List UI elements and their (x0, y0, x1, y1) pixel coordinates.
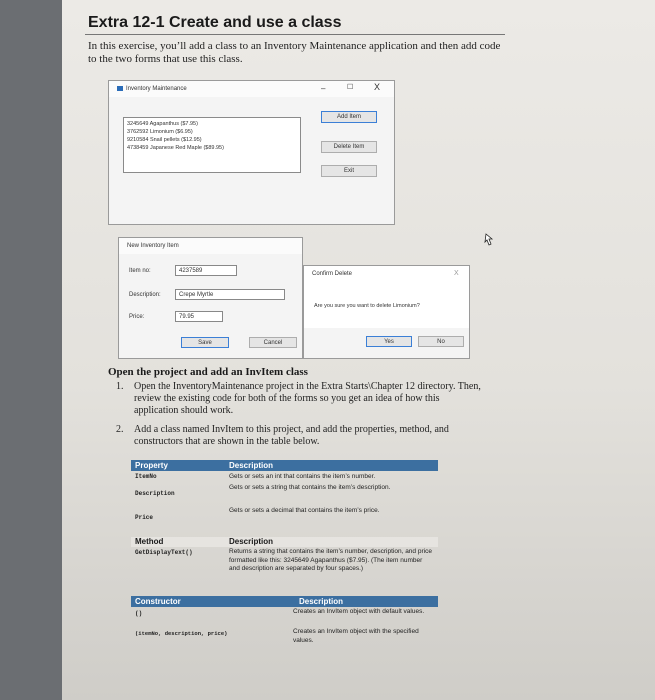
window-title: New Inventory Item (119, 238, 302, 254)
description-header: Description (229, 461, 274, 470)
cancel-button[interactable]: Cancel (249, 337, 297, 348)
maximize-button[interactable]: ☐ (347, 84, 354, 91)
intro-paragraph: In this exercise, you’ll add a class to an Inventory Maintenance application and then add code to the two forms that use this class. (88, 40, 501, 65)
dialog-close-button[interactable]: X (454, 270, 459, 277)
page-title: Extra 12-1 Create and use a class (88, 14, 342, 31)
yes-button[interactable]: Yes (366, 336, 412, 347)
delete-item-button[interactable]: Delete Item (321, 141, 377, 153)
item-no-input[interactable]: 4237589 (175, 265, 237, 276)
confirm-message: Are you sure you want to delete Limonium? (314, 303, 420, 309)
step-text: Add a class named InvItem to this project, and add the properties, method, and constructors that are shown in the table below. (134, 424, 449, 447)
mouse-cursor-icon (484, 233, 494, 247)
no-button[interactable]: No (418, 336, 464, 347)
method-header-row (131, 537, 438, 547)
step-number: 2. (116, 424, 124, 435)
step-text: Open the InventoryMaintenance project in the Extra Starts\Chapter 12 directory. Then, review the existing code for both of the forms so you get an idea of how this application should work. (134, 381, 481, 416)
constructor-description-header: Description (299, 597, 344, 606)
property-description: Gets or sets a decimal that contains the item’s price. (229, 507, 380, 514)
list-item[interactable]: 3762592 Limonium ($6.95) (127, 129, 193, 135)
method-description-header: Description (229, 537, 274, 546)
add-item-button[interactable]: Add Item (321, 111, 377, 123)
save-button[interactable]: Save (181, 337, 229, 348)
property-header: Property (135, 461, 168, 470)
section-heading: Open the project and add an InvItem class (108, 366, 308, 378)
price-label: Price: (129, 314, 145, 320)
property-name: Description (135, 490, 175, 497)
step-1 (116, 381, 484, 417)
title-underline (85, 34, 505, 35)
minimize-button[interactable]: – (321, 84, 326, 93)
close-button[interactable]: X (374, 82, 381, 92)
property-name: Price (135, 514, 154, 521)
property-description: Gets or sets a string that contains the item’s description. (229, 484, 391, 491)
method-name: GetDisplayText() (135, 549, 193, 556)
step-number: 1. (116, 381, 124, 392)
step-2 (116, 424, 484, 448)
method-header: Method (135, 537, 164, 546)
confirm-delete-dialog (303, 265, 470, 359)
list-item[interactable]: 3245649 Agapanthus ($7.95) (127, 121, 198, 127)
list-item[interactable]: 4738459 Japanese Red Maple ($89.95) (127, 145, 224, 151)
property-name: ItemNo (135, 473, 157, 480)
property-description: Gets or sets an int that contains the item’s number. (229, 473, 376, 480)
window-title: Inventory Maintenance (126, 86, 187, 92)
price-input[interactable]: 79.95 (175, 311, 223, 322)
item-no-label: Item no: (129, 268, 151, 274)
constructor-header: Constructor (135, 597, 181, 606)
constructor-signature: (itemNo, description, price) (135, 630, 228, 637)
method-description: Returns a string that contains the item’s number, description, and price formatted like this: 3245649 Agapanthus ($7.95). (The item number and description are separated by four spaces.) (229, 548, 432, 572)
description-label: Description: (129, 292, 161, 298)
description-input[interactable]: Crepe Myrtle (175, 289, 285, 300)
list-item[interactable]: 9210584 Snail pellets ($12.95) (127, 137, 202, 143)
constructor-signature: () (135, 610, 143, 617)
inventory-listbox[interactable] (123, 117, 301, 173)
constructor-header-row (131, 596, 438, 607)
app-icon (117, 86, 123, 91)
constructor-description: Creates an InvItem object with the specified values. (293, 628, 419, 644)
exit-button[interactable]: Exit (321, 165, 377, 177)
new-inventory-item-window (118, 237, 303, 359)
constructor-description: Creates an InvItem object with default values. (293, 608, 425, 615)
dialog-title: Confirm Delete (304, 266, 469, 282)
table-header-row (131, 460, 438, 471)
inventory-maintenance-window (108, 80, 395, 225)
